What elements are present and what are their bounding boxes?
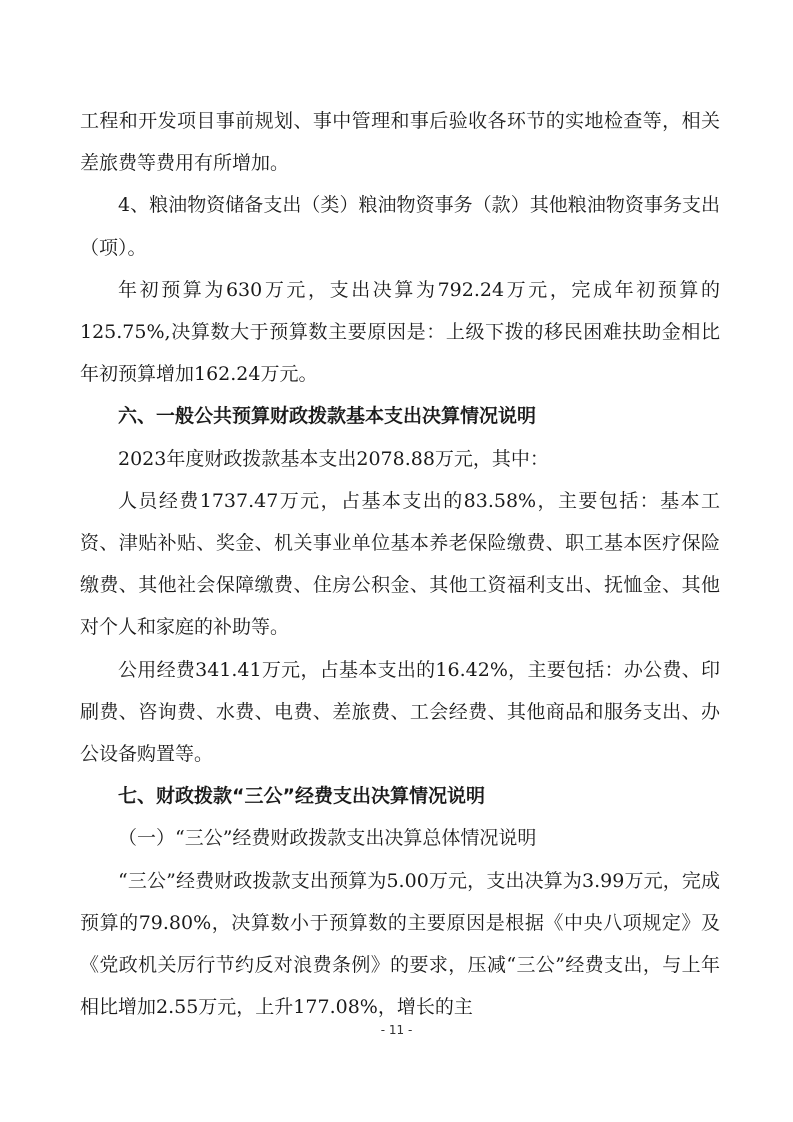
paragraph-public-expenses: 公用经费341.41万元，占基本支出的16.42%，主要包括：办公费、印刷费、咨询费、水费、电费、差旅费、工会经费、其他商品和服务支出、办公设备购置等。 [80, 658, 720, 766]
paragraph-basic-expenditure-total: 2023年度财政拨款基本支出2078.88万元，其中： [118, 447, 549, 470]
section-heading-three-public-expenses: 七、财政拨款“三公”经费支出决算情况说明 [118, 785, 485, 808]
page-number: - 11 - [380, 1023, 413, 1037]
paragraph-grain-oil-reserve-item: 4、粮油物资储备支出（类）粮油物资事务（款）其他粮油物资事务支出（项）。 [80, 194, 720, 259]
paragraph-travel-expense-continuation: 工程和开发项目事前规划、事中管理和事后验收各环节的实地检查等，相关差旅费等费用有所增加。 [80, 110, 720, 175]
subheading-three-public-overview: （一）“三公”经费财政拨款支出决算总体情况说明 [118, 827, 537, 850]
paragraph-personnel-expenses: 人员经费1737.47万元，占基本支出的83.58%，主要包括：基本工资、津贴补贴、奖金、机关事业单位基本养老保险缴费、职工基本医疗保险缴费、其他社会保障缴费、住房公积金、其他工资福利支出、抚恤金、其他对个人和家庭的补助等。 [80, 489, 720, 639]
document-body [80, 100, 720, 1028]
paragraph-grain-oil-budget-detail: 年初预算为630万元，支出决算为792.24万元，完成年初预算的125.75%,决算数大于预算数主要原因是：上级下拨的移民困难扶助金相比年初预算增加162.24万元。 [80, 278, 720, 386]
paragraph-three-public-budget-detail: “三公”经费财政拨款支出预算为5.00万元，支出决算为3.99万元，完成预算的79.80%，决算数小于预算数的主要原因是根据《中央八项规定》及《党政机关厉行节约反对浪费条例》的要求，压减“三公”经费支出，与上年相比增加2.55万元，上升177.08%，增长的主 [80, 869, 720, 1019]
section-heading-basic-expenditure: 六、一般公共预算财政拨款基本支出决算情况说明 [118, 405, 537, 428]
